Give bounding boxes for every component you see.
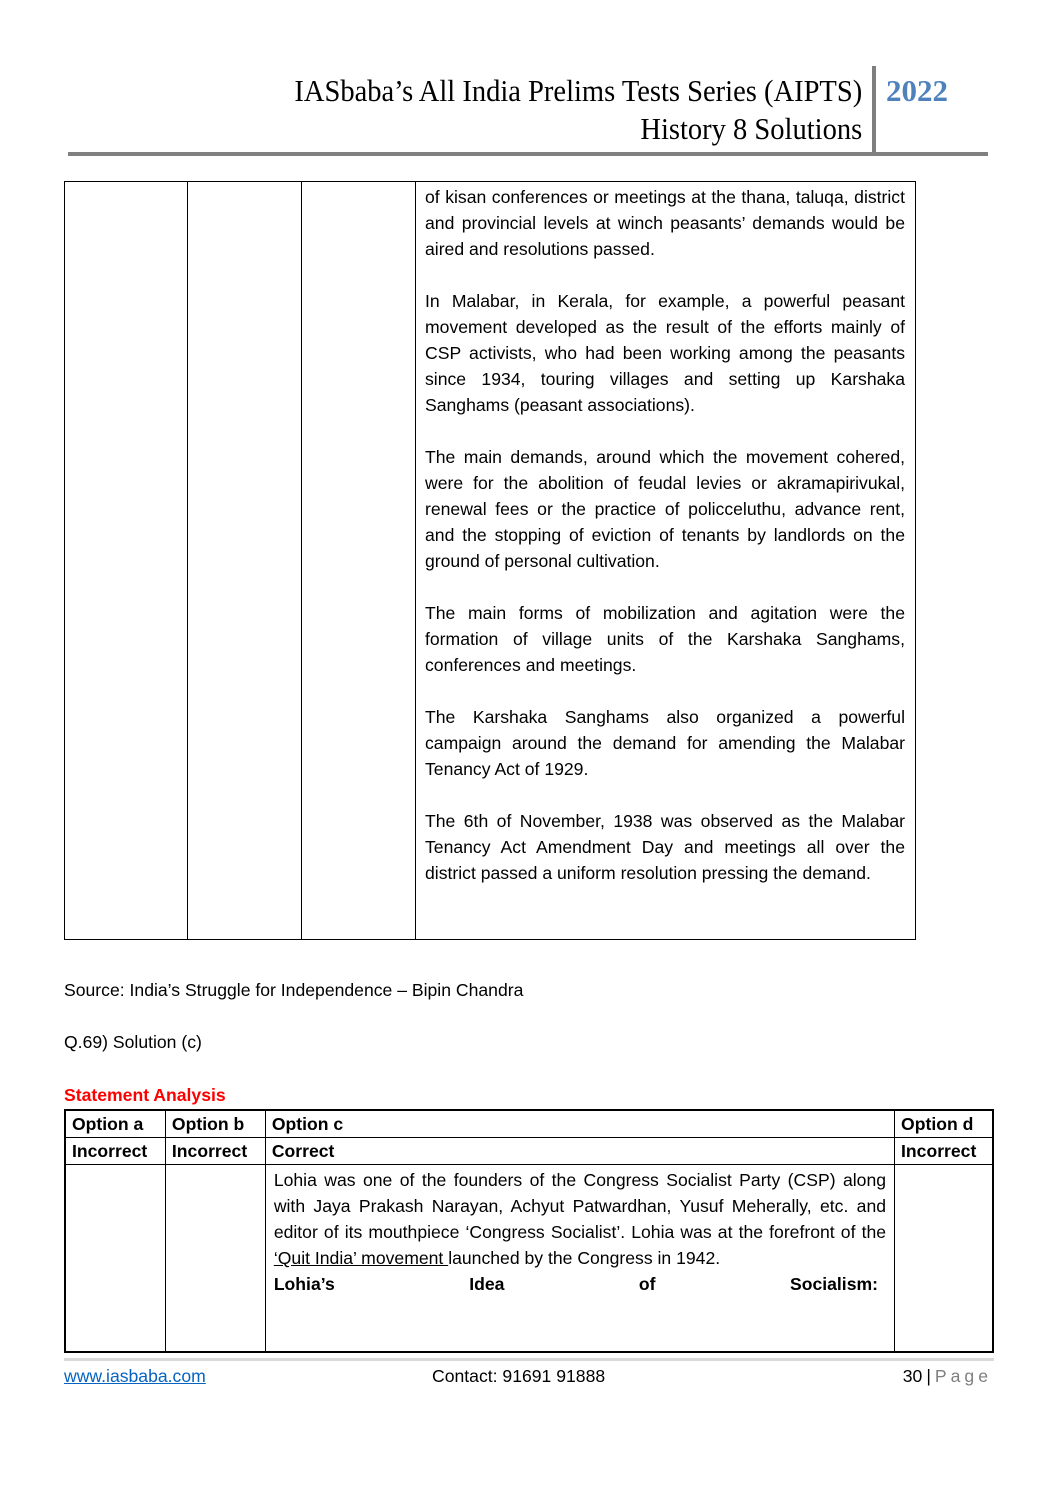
subheading-word: Idea bbox=[469, 1274, 505, 1294]
desc-option-c bbox=[265, 1165, 894, 1353]
text-before: Lohia was one of the founders of the Congress Socialist Party (CSP) along with Jaya Prakash Narayan, Achyut Patwardhan, Yusuf Meherally, etc. and editor of its mouthpiece ‘Congress Socialist’. Lohia was at the forefront of the bbox=[273, 1170, 887, 1242]
header-option-d: Option d bbox=[895, 1110, 993, 1138]
paragraph: The Karshaka Sanghams also organized a powerful campaign around the demand for amending the Malabar Tenancy Act of 1929. bbox=[425, 707, 905, 779]
header-title bbox=[294, 72, 862, 148]
desc-option-a bbox=[65, 1165, 165, 1353]
header-vertical-divider bbox=[872, 66, 876, 156]
paragraph: In Malabar, in Kerala, for example, a powerful peasant movement developed as the result of the efforts mainly of CSP activists, who had been working among the peasants since 1934, touring villages and setting up Karshaka Sanghams (peasant associations). bbox=[425, 291, 905, 415]
footer-divider bbox=[64, 1358, 994, 1361]
status-option-d: Incorrect bbox=[895, 1138, 993, 1165]
page-label: Page bbox=[934, 1366, 992, 1386]
continued-analysis-table bbox=[64, 181, 916, 940]
paragraph: The main forms of mobilization and agitation were the formation of village units of the Karshaka Sanghams, conferences and meetings. bbox=[425, 603, 905, 675]
statement-analysis-title: Statement Analysis bbox=[64, 1085, 226, 1105]
page-separator: | bbox=[926, 1366, 931, 1386]
desc-option-b bbox=[165, 1165, 265, 1353]
header-title-line1: IASbaba’s All India Prelims Tests Series (AIPTS) bbox=[294, 73, 862, 108]
website-link[interactable]: www.iasbaba.com bbox=[64, 1366, 206, 1386]
paragraph: The 6th of November, 1938 was observed as the Malabar Tenancy Act Amendment Day and meetings all over the district passed a uniform resolution pressing the demand. bbox=[425, 811, 905, 883]
table-header-row bbox=[65, 1110, 993, 1138]
empty-cell-option-b bbox=[188, 182, 302, 940]
option-c-explanation bbox=[274, 1167, 886, 1271]
subheading-word: Socialism: bbox=[789, 1274, 878, 1294]
subheading-word: of bbox=[638, 1274, 656, 1294]
page-header bbox=[68, 66, 988, 158]
paragraph: of kisan conferences or meetings at the thana, taluqa, district and provincial levels at winch peasants’ demands would be aired and resolutions passed. bbox=[425, 187, 905, 259]
lohia-idea-subheading bbox=[274, 1271, 886, 1297]
empty-cell-option-a bbox=[65, 182, 188, 940]
header-title-line2: History 8 Solutions bbox=[640, 111, 862, 146]
empty-cell-option-c bbox=[302, 182, 416, 940]
desc-option-d bbox=[895, 1165, 993, 1353]
underlined-quit-india: ‘Quit India’ movement bbox=[273, 1248, 449, 1268]
page-number-value: 30 bbox=[902, 1366, 923, 1386]
header-option-a: Option a bbox=[65, 1110, 165, 1138]
source-citation: Source: India’s Struggle for Independence – Bipin Chandra bbox=[64, 980, 524, 1000]
table-status-row bbox=[65, 1138, 993, 1165]
header-option-c: Option c bbox=[265, 1110, 894, 1138]
paragraph: The main demands, around which the movement cohered, were for the abolition of feudal levies or akramapirivukal, renewal fees or the practice of policceluthu, advance rent, and the stopping of eviction of tenants by landlords on the ground of personal cultivation. bbox=[425, 447, 905, 571]
table-row bbox=[65, 182, 916, 940]
question-solution: Q.69) Solution (c) bbox=[64, 1032, 202, 1052]
explanation-cell bbox=[416, 182, 916, 940]
text-after: launched by the Congress in 1942. bbox=[448, 1248, 721, 1268]
header-year: 2022 bbox=[886, 73, 948, 108]
options-table bbox=[64, 1109, 994, 1353]
status-option-c: Correct bbox=[265, 1138, 894, 1165]
header-horizontal-divider bbox=[68, 152, 988, 156]
header-option-b: Option b bbox=[165, 1110, 265, 1138]
subheading-word: Lohia’s bbox=[273, 1274, 335, 1294]
footer-contact: Contact: 91691 91888 bbox=[432, 1366, 606, 1386]
table-row bbox=[65, 1165, 993, 1353]
status-option-a: Incorrect bbox=[65, 1138, 165, 1165]
status-option-b: Incorrect bbox=[165, 1138, 265, 1165]
page-number bbox=[903, 1366, 992, 1387]
